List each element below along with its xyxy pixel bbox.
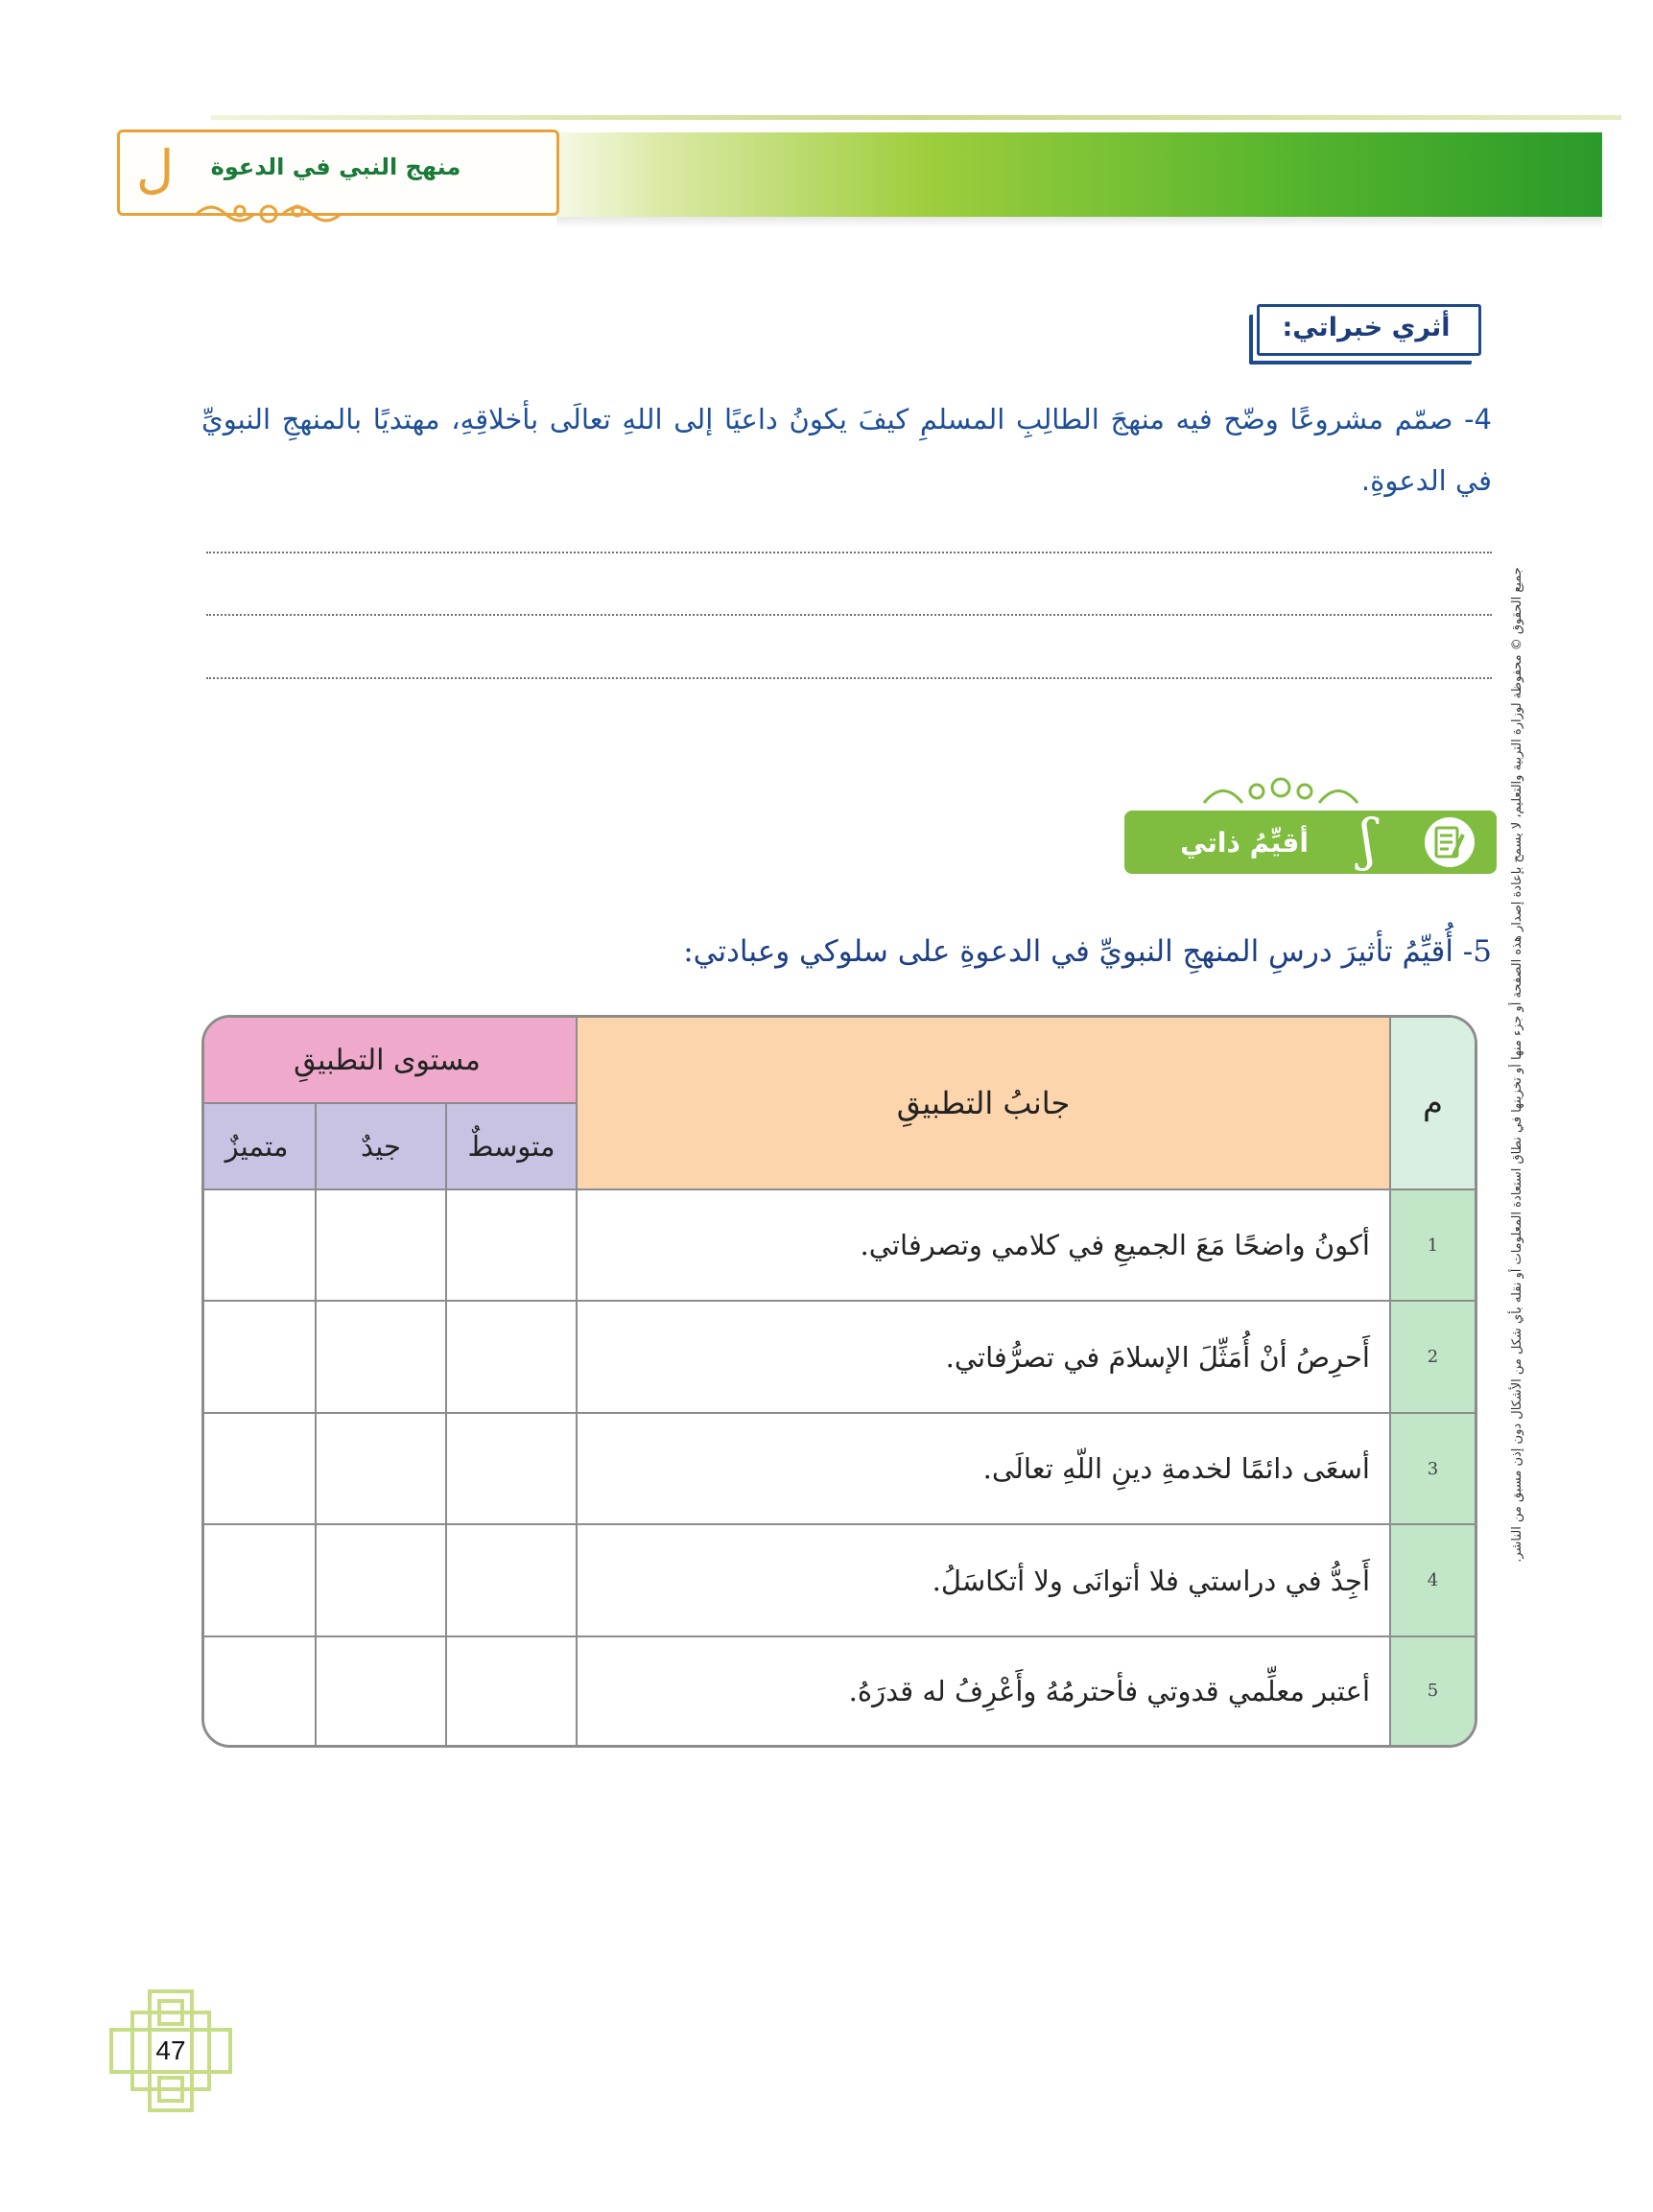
row-aspect: أَجِدُّ في دراستي فلا أتوانَى ولا أتكاسَلُ. (577, 1524, 1390, 1635)
row-number: 3 (1390, 1413, 1475, 1524)
cell-average[interactable] (446, 1524, 577, 1635)
row-number: 1 (1390, 1189, 1475, 1301)
header-band (556, 132, 1602, 217)
assess-curl-icon: ʃ (1360, 807, 1376, 872)
row-number: 2 (1390, 1301, 1475, 1412)
cell-good[interactable] (316, 1301, 446, 1412)
self-assess-heading: أقيِّمُ ذاتي (1180, 827, 1309, 859)
header-curl-icon: ل (136, 139, 175, 200)
enrich-heading: أثري خبراتي: (1282, 313, 1451, 342)
cell-average[interactable] (446, 1189, 577, 1301)
cell-excellent[interactable] (201, 1524, 316, 1635)
cell-average[interactable] (446, 1413, 577, 1524)
header-top-line (211, 115, 1621, 120)
cell-average[interactable] (446, 1301, 577, 1412)
row-number: 5 (1390, 1636, 1475, 1745)
cell-excellent[interactable] (201, 1413, 316, 1524)
header-level-excellent: متميزٌ (201, 1103, 316, 1189)
cell-average[interactable] (446, 1636, 577, 1745)
checklist-pencil-icon (1425, 817, 1475, 867)
table-row (201, 1189, 1475, 1301)
header-level-good: جيدٌ (316, 1103, 446, 1189)
row-number: 4 (1390, 1524, 1475, 1635)
header-number: م (1390, 1018, 1475, 1189)
header-ornament-icon (192, 200, 345, 228)
cell-excellent[interactable] (201, 1189, 316, 1301)
header-level: مستوى التطبيقِ (201, 1018, 577, 1103)
answer-line-3[interactable] (206, 677, 1492, 679)
table-row (201, 1636, 1475, 1745)
question-4: 4- صمّم مشروعًا وضّح فيه منهجَ الطالِبِ المسلمِ كيفَ يكونُ داعيًا إلى اللهِ تعالَى بأخلاقِهِ، مهتديًا بالمنهجِ النبويِّ في الدعوةِ. (201, 403, 1492, 497)
cell-excellent[interactable] (201, 1636, 316, 1745)
cell-good[interactable] (316, 1524, 446, 1635)
cell-good[interactable] (316, 1413, 446, 1524)
answer-line-2[interactable] (206, 614, 1492, 616)
row-aspect: أكونُ واضحًا مَعَ الجميعِ في كلامي وتصرفاتي. (577, 1189, 1390, 1301)
question-5: 5- أُقيِّمُ تأثيرَ درسِ المنهجِ النبويِّ في الدعوةِ على سلوكي وعبادتي: (683, 934, 1492, 969)
row-aspect: أسعَى دائمًا لخدمةِ دينِ اللّهِ تعالَى. (577, 1413, 1390, 1524)
assessment-table (201, 1015, 1477, 1748)
chapter-title: منهج النبي في الدعوة (210, 153, 461, 180)
page-number: 47 (155, 2036, 186, 2065)
cell-excellent[interactable] (201, 1301, 316, 1412)
assess-ornament-icon (1199, 774, 1362, 812)
header-aspect: جانبُ التطبيقِ (577, 1018, 1390, 1189)
row-aspect: أَحرِصُ أنْ أُمَثِّلَ الإسلامَ في تصرُّفاتي. (577, 1301, 1390, 1412)
row-aspect: أعتبر معلِّمي قدوتي فأحترمُهُ وأَعْرِفُ له قدرَهُ. (577, 1636, 1390, 1745)
table-row (201, 1413, 1475, 1524)
header-shadow (556, 217, 1602, 228)
header-level-average: متوسطٌ (446, 1103, 577, 1189)
table-row (201, 1524, 1475, 1635)
copyright-note: جميع الحقوق © محفوظة لوزارة التربية والتعليم، لا يسمح بإعادة إصدار هذه الصفحة أو جزء منها أو تخزينها في نطاق استعادة المعلومات أو نقله بأي شكل من الأشكال دون إذن مسبق من الناشر. (1510, 567, 1524, 1563)
cell-good[interactable] (316, 1636, 446, 1745)
cell-good[interactable] (316, 1189, 446, 1301)
table-row (201, 1301, 1475, 1412)
answer-line-1[interactable] (206, 552, 1492, 553)
